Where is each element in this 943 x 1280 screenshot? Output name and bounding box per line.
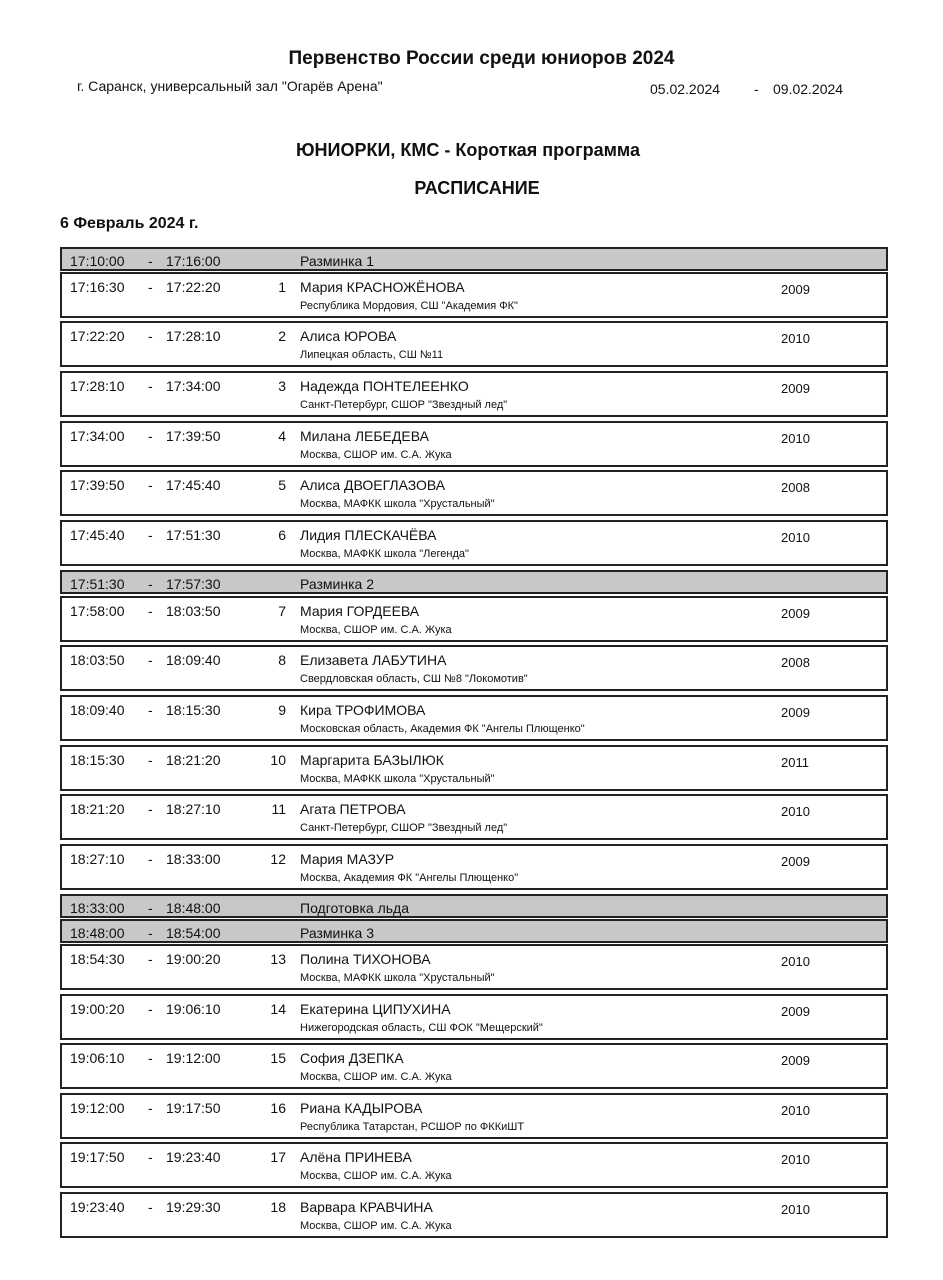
skater-row (60, 994, 888, 1040)
start-number: 11 (271, 801, 286, 817)
skater-club: Москва, МАФКК школа "Легенда" (300, 548, 469, 560)
skater-name: Милана ЛЕБЕДЕВА (300, 428, 429, 444)
birth-year: 2009 (781, 282, 810, 297)
start-number: 9 (278, 702, 286, 718)
skater-club: Москва, Академия ФК "Ангелы Плющенко" (300, 872, 519, 884)
date-to: 09.02.2024 (773, 81, 844, 97)
end-time: 18:54:00 (166, 925, 221, 941)
start-time: 19:12:00 (70, 1100, 125, 1116)
skater-club: Москва, СШОР им. С.А. Жука (300, 1071, 452, 1083)
birth-year: 2009 (781, 705, 810, 720)
start-time: 19:23:40 (70, 1199, 125, 1215)
start-number: 18 (270, 1199, 286, 1215)
schedule-block-row (60, 894, 888, 918)
time-separator: - (148, 253, 153, 269)
time-separator: - (148, 1050, 153, 1066)
skater-row (60, 470, 888, 516)
schedule-block-row (60, 919, 888, 943)
end-time: 18:09:40 (166, 652, 221, 668)
end-time: 18:48:00 (166, 900, 221, 916)
time-separator: - (148, 1199, 153, 1215)
skater-club: Нижегородская область, СШ ФОК "Мещерский" (300, 1022, 543, 1034)
start-time: 17:39:50 (70, 477, 125, 493)
birth-year: 2009 (781, 381, 810, 396)
skater-row (60, 272, 888, 318)
start-number: 3 (278, 378, 286, 394)
skater-club: Свердловская область, СШ №8 "Локомотив" (300, 673, 528, 685)
skater-club: Республика Мордовия, СШ "Академия ФК" (300, 300, 518, 312)
skater-row (60, 1043, 888, 1089)
skater-row (60, 1142, 888, 1188)
start-time: 19:17:50 (70, 1149, 125, 1165)
time-separator: - (148, 428, 153, 444)
end-time: 19:12:00 (166, 1050, 221, 1066)
time-separator: - (148, 851, 153, 867)
skater-row (60, 944, 888, 990)
time-separator: - (148, 752, 153, 768)
birth-year: 2008 (781, 480, 810, 495)
start-number: 7 (278, 603, 286, 619)
skater-name: Варвара КРАВЧИНА (300, 1199, 433, 1215)
start-time: 17:45:40 (70, 527, 125, 543)
end-time: 18:15:30 (166, 702, 221, 718)
skater-row (60, 421, 888, 467)
skater-name: София ДЗЕПКА (300, 1050, 404, 1066)
birth-year: 2009 (781, 606, 810, 621)
skater-name: Мария МАЗУР (300, 851, 395, 867)
skater-name: Риана КАДЫРОВА (300, 1100, 423, 1116)
block-label: Подготовка льда (300, 900, 409, 916)
birth-year: 2010 (781, 954, 810, 969)
competition-title: Первенство России среди юниоров 2024 (288, 48, 675, 69)
skater-club: Московская область, Академия ФК "Ангелы Плющенко" (300, 723, 585, 735)
start-number: 17 (270, 1149, 286, 1165)
birth-year: 2011 (781, 755, 809, 770)
schedule-block-row (60, 247, 888, 271)
time-separator: - (148, 951, 153, 967)
skater-row (60, 371, 888, 417)
start-time: 18:21:20 (70, 801, 125, 817)
end-time: 17:28:10 (166, 328, 221, 344)
skater-name: Надежда ПОНТЕЛЕЕНКО (300, 378, 469, 394)
end-time: 19:17:50 (166, 1100, 221, 1116)
event-title: ЮНИОРКИ, КМС - Короткая программа (295, 140, 641, 160)
start-number: 4 (278, 428, 286, 444)
skater-name: Алёна ПРИНЕВА (300, 1149, 412, 1165)
birth-year: 2009 (781, 1053, 810, 1068)
birth-year: 2010 (781, 1152, 810, 1167)
skater-name: Елизавета ЛАБУТИНА (300, 652, 447, 668)
birth-year: 2010 (781, 331, 810, 346)
block-label: Разминка 1 (300, 253, 374, 269)
start-time: 17:10:00 (70, 253, 125, 269)
end-time: 18:27:10 (166, 801, 221, 817)
start-number: 16 (270, 1100, 286, 1116)
birth-year: 2008 (781, 655, 810, 670)
skater-club: Москва, МАФКК школа "Хрустальный" (300, 773, 495, 785)
end-time: 17:22:20 (166, 279, 221, 295)
date-separator: - (754, 81, 759, 97)
start-time: 17:16:30 (70, 279, 125, 295)
skater-row (60, 321, 888, 367)
skater-club: Москва, МАФКК школа "Хрустальный" (300, 498, 495, 510)
skater-name: Лидия ПЛЕСКАЧЁВА (300, 527, 437, 543)
skater-club: Санкт-Петербург, СШОР "Звездный лед" (300, 399, 508, 411)
time-separator: - (148, 279, 153, 295)
end-time: 19:23:40 (166, 1149, 221, 1165)
end-time: 17:51:30 (166, 527, 221, 543)
skater-name: Алиса ДВОЕГЛАЗОВА (300, 477, 446, 493)
end-time: 17:39:50 (166, 428, 221, 444)
skater-row (60, 596, 888, 642)
birth-year: 2010 (781, 1103, 810, 1118)
start-time: 18:33:00 (70, 900, 125, 916)
time-separator: - (148, 801, 153, 817)
start-number: 15 (270, 1050, 286, 1066)
skater-row (60, 745, 888, 791)
start-number: 5 (278, 477, 286, 493)
birth-year: 2010 (781, 804, 810, 819)
end-time: 17:57:30 (166, 576, 221, 592)
birth-year: 2010 (781, 530, 810, 545)
skater-club: Липецкая область, СШ №11 (300, 349, 444, 361)
block-label: Разминка 3 (300, 925, 374, 941)
skater-row (60, 520, 888, 566)
skater-club: Санкт-Петербург, СШОР "Звездный лед" (300, 822, 508, 834)
start-time: 17:58:00 (70, 603, 125, 619)
start-time: 17:22:20 (70, 328, 125, 344)
start-time: 17:51:30 (70, 576, 125, 592)
end-time: 17:45:40 (166, 477, 221, 493)
start-time: 19:06:10 (70, 1050, 125, 1066)
skater-row (60, 645, 888, 691)
skater-row (60, 794, 888, 840)
end-time: 17:16:00 (166, 253, 221, 269)
time-separator: - (148, 702, 153, 718)
start-time: 18:15:30 (70, 752, 125, 768)
skater-name: Мария ГОРДЕЕВА (300, 603, 420, 619)
start-number: 6 (278, 527, 286, 543)
skater-club: Москва, СШОР им. С.А. Жука (300, 624, 452, 636)
skater-name: Маргарита БАЗЫЛЮК (300, 752, 444, 768)
start-number: 10 (270, 752, 286, 768)
birth-year: 2010 (781, 431, 810, 446)
start-time: 18:48:00 (70, 925, 125, 941)
start-number: 8 (278, 652, 286, 668)
skater-row (60, 1192, 888, 1238)
birth-year: 2010 (781, 1202, 810, 1217)
time-separator: - (148, 328, 153, 344)
schedule-heading: РАСПИСАНИЕ (414, 178, 540, 198)
end-time: 17:34:00 (166, 378, 221, 394)
skater-name: Екатерина ЦИПУХИНА (300, 1001, 451, 1017)
end-time: 18:21:20 (166, 752, 221, 768)
skater-row (60, 844, 888, 890)
end-time: 19:00:20 (166, 951, 221, 967)
birth-year: 2009 (781, 1004, 810, 1019)
time-separator: - (148, 1100, 153, 1116)
skater-name: Кира ТРОФИМОВА (300, 702, 426, 718)
skater-club: Республика Татарстан, РСШОР по ФККиШТ (300, 1121, 525, 1133)
start-number: 2 (278, 328, 286, 344)
skater-name: Алиса ЮРОВА (300, 328, 397, 344)
start-time: 17:28:10 (70, 378, 125, 394)
start-time: 18:09:40 (70, 702, 125, 718)
start-time: 19:00:20 (70, 1001, 125, 1017)
start-number: 1 (278, 279, 286, 295)
day-heading: 6 Февраль 2024 г. (60, 215, 199, 232)
start-time: 18:54:30 (70, 951, 125, 967)
end-time: 18:03:50 (166, 603, 221, 619)
time-separator: - (148, 1001, 153, 1017)
schedule-block-row (60, 570, 888, 594)
venue-text: г. Саранск, универсальный зал "Огарёв Арена" (77, 78, 383, 94)
skater-row (60, 695, 888, 741)
time-separator: - (148, 1149, 153, 1165)
time-separator: - (148, 378, 153, 394)
start-number: 13 (270, 951, 286, 967)
skater-club: Москва, СШОР им. С.А. Жука (300, 449, 452, 461)
skater-club: Москва, СШОР им. С.А. Жука (300, 1220, 452, 1232)
skater-club: Москва, СШОР им. С.А. Жука (300, 1170, 452, 1182)
time-separator: - (148, 576, 153, 592)
time-separator: - (148, 527, 153, 543)
end-time: 18:33:00 (166, 851, 221, 867)
end-time: 19:06:10 (166, 1001, 221, 1017)
time-separator: - (148, 925, 153, 941)
start-number: 12 (270, 851, 286, 867)
start-time: 18:03:50 (70, 652, 125, 668)
time-separator: - (148, 900, 153, 916)
skater-name: Мария КРАСНОЖЁНОВА (300, 279, 465, 295)
end-time: 19:29:30 (166, 1199, 221, 1215)
skater-row (60, 1093, 888, 1139)
block-label: Разминка 2 (300, 576, 374, 592)
date-from: 05.02.2024 (650, 81, 721, 97)
birth-year: 2009 (781, 854, 810, 869)
start-number: 14 (270, 1001, 286, 1017)
start-time: 17:34:00 (70, 428, 125, 444)
time-separator: - (148, 477, 153, 493)
skater-name: Агата ПЕТРОВА (300, 801, 406, 817)
skater-name: Полина ТИХОНОВА (300, 951, 431, 967)
time-separator: - (148, 603, 153, 619)
start-time: 18:27:10 (70, 851, 125, 867)
skater-club: Москва, МАФКК школа "Хрустальный" (300, 972, 495, 984)
time-separator: - (148, 652, 153, 668)
